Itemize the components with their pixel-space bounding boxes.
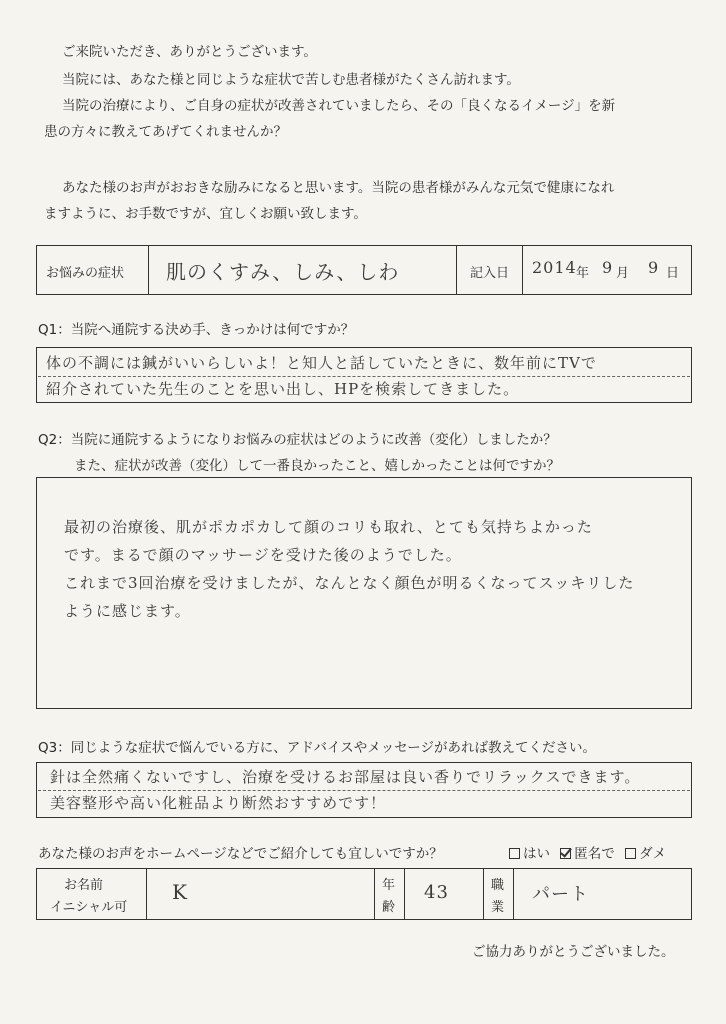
q1-answer-line-2: 紹介されていた先生のことを思い出し、HPを検索してきました。 [46,380,520,398]
q3-answer-line-1: 針は全然痛くないですし、治療を受けるお部屋は良い香りでリラックスできます。 [50,768,641,786]
age-label-2: 齢 [382,900,396,915]
divider [513,868,514,920]
consent-options [509,844,666,864]
option-anonymous[interactable] [560,846,615,862]
age-value: 43 [424,882,449,903]
q1-ruled-line [38,376,690,377]
date-month-unit: 月 [616,266,630,281]
q2-answer-line-4: ように感じます。 [64,602,191,620]
q2-question-2: また、症状が改善（変化）して一番良かったこと、嬉しかったことは何ですか？ [74,458,560,474]
date-year-unit: 年 [576,266,590,281]
date-day-unit: 日 [666,266,680,281]
divider [522,245,523,295]
date-label: 記入日 [470,266,510,281]
q2-answer-box [36,477,692,709]
age-label-1: 年 [382,878,396,893]
q2-answer-line-2: です。まるで顔のマッサージを受けた後のようでした。 [64,546,462,564]
job-label-1: 職 [491,878,505,893]
q3-question: Q3：同じような症状で悩んでいる方に、アドバイスやメッセージがあれば教えてください。 [38,740,596,756]
option-yes[interactable] [509,846,550,862]
job-label-2: 業 [491,900,505,915]
job-value: パート [532,884,589,905]
checkbox-yes-icon[interactable] [509,848,520,859]
closing-message: ご協力ありがとうございました。 [472,944,675,960]
intro-line-1: ご来院いただき、ありがとうございます。 [62,44,317,60]
intro-line-5: あなた様のお声がおおきな励みになると思います。当院の患者様がみんな元気で健康になれ [62,180,615,196]
option-no[interactable] [625,846,666,862]
q3-answer-line-2: 美容整形や高い化粧品より断然おすすめです！ [50,794,387,812]
divider [404,868,405,920]
divider [483,868,484,920]
checkbox-anonymous-checked-icon[interactable] [560,848,571,859]
intro-line-3: 当院の治療により、ご自身の症状が改善されていましたら、その「良くなるイメージ」を新 [62,98,616,114]
intro-line-4: 患の方々に教えてあげてくれませんか？ [44,124,287,140]
profile-box [36,868,692,920]
consent-question: あなた様のお声をホームページなどでご紹介しても宜しいですか？ [38,846,443,862]
name-label: お名前 [64,878,104,893]
q2-question-1: Q2：当院に通院するようになりお悩みの症状はどのように改善（変化）しましたか？ [38,432,557,448]
symptom-value: 肌のくすみ、しみ、しわ [166,260,400,284]
q3-ruled-line [38,790,690,791]
divider [456,245,457,295]
date-year: 2014 [532,258,577,277]
name-label-sub: イニシャル可 [50,900,128,915]
q1-question: Q1：当院へ通院する決め手、きっかけは何ですか？ [38,322,355,338]
symptom-label: お悩みの症状 [46,266,125,281]
divider [374,868,375,920]
divider [148,245,149,295]
intro-line-2: 当院には、あなた様と同じような症状で苦しむ患者様がたくさん訪れます。 [62,72,520,88]
q2-answer-line-3: これまで3回治療を受けましたが、なんとなく顔色が明るくなってスッキリした [64,574,635,592]
option-no-label: ダメ [639,846,667,862]
option-yes-label: はい [523,846,550,862]
name-value: K [172,880,188,904]
date-day: 9 [648,258,660,277]
option-anonymous-label: 匿名で [574,846,615,862]
intro-line-6: ますように、お手数ですが、宜しくお願い致します。 [44,206,367,222]
date-month: 9 [602,258,614,277]
checkbox-no-icon[interactable] [625,848,636,859]
q2-answer-line-1: 最初の治療後、肌がポカポカして顔のコリも取れ、とても気持ちよかった [64,518,593,536]
q1-answer-line-1: 体の不調には鍼がいいらしいよ！と知人と話していたときに、数年前にTVで [46,354,597,372]
divider [146,868,147,920]
